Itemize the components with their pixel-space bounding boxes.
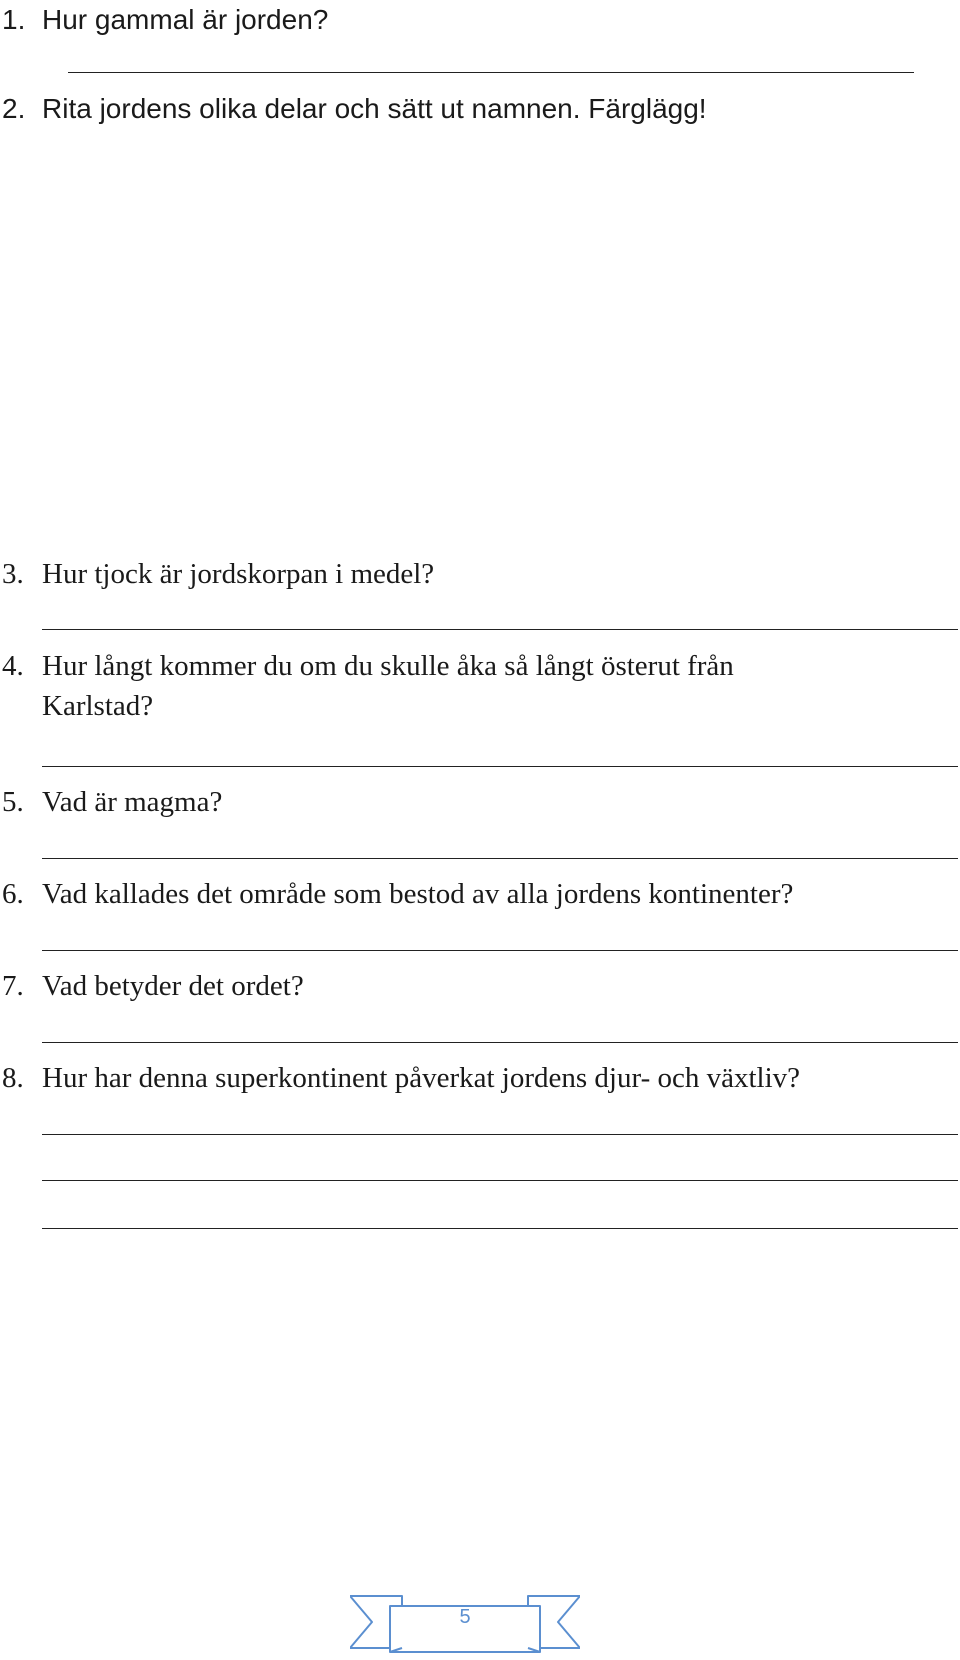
question-text: Vad är magma? [42, 786, 223, 818]
question-number: 2. [2, 93, 26, 124]
answer-line[interactable] [42, 1134, 958, 1135]
question-text: Hur långt kommer du om du skulle åka så långt österut från [42, 650, 734, 682]
answer-line[interactable] [42, 950, 958, 951]
answer-line[interactable] [42, 629, 958, 630]
question-text: Hur har denna superkontinent påverkat jordens djur- och växtliv? [42, 1062, 801, 1094]
question-text: Hur tjock är jordskorpan i medel? [42, 558, 435, 590]
question-text: Vad betyder det ordet? [42, 970, 304, 1002]
question-number: 6. [2, 878, 24, 910]
drawing-area[interactable] [40, 140, 920, 540]
answer-line[interactable] [42, 858, 958, 859]
question-number: 4. [2, 650, 24, 682]
answer-line[interactable] [68, 72, 914, 73]
question-number: 7. [2, 970, 24, 1002]
answer-line[interactable] [42, 1180, 958, 1181]
answer-line[interactable] [42, 1042, 958, 1043]
page-number-banner [350, 1592, 580, 1656]
question-number: 8. [2, 1062, 24, 1094]
page-number: 5 [459, 1606, 471, 1628]
question-text: Rita jordens olika delar och sätt ut namnen. Färglägg! [42, 93, 707, 124]
question-text: Vad kallades det område som bestod av alla jordens kontinenter? [42, 878, 794, 910]
question-number: 1. [2, 4, 26, 35]
answer-line[interactable] [42, 1228, 958, 1229]
question-text: Hur gammal är jorden? [42, 4, 329, 35]
question-number: 3. [2, 558, 24, 590]
answer-line[interactable] [42, 766, 958, 767]
question-text-continued: Karlstad? [42, 690, 154, 722]
question-number: 5. [2, 786, 24, 818]
